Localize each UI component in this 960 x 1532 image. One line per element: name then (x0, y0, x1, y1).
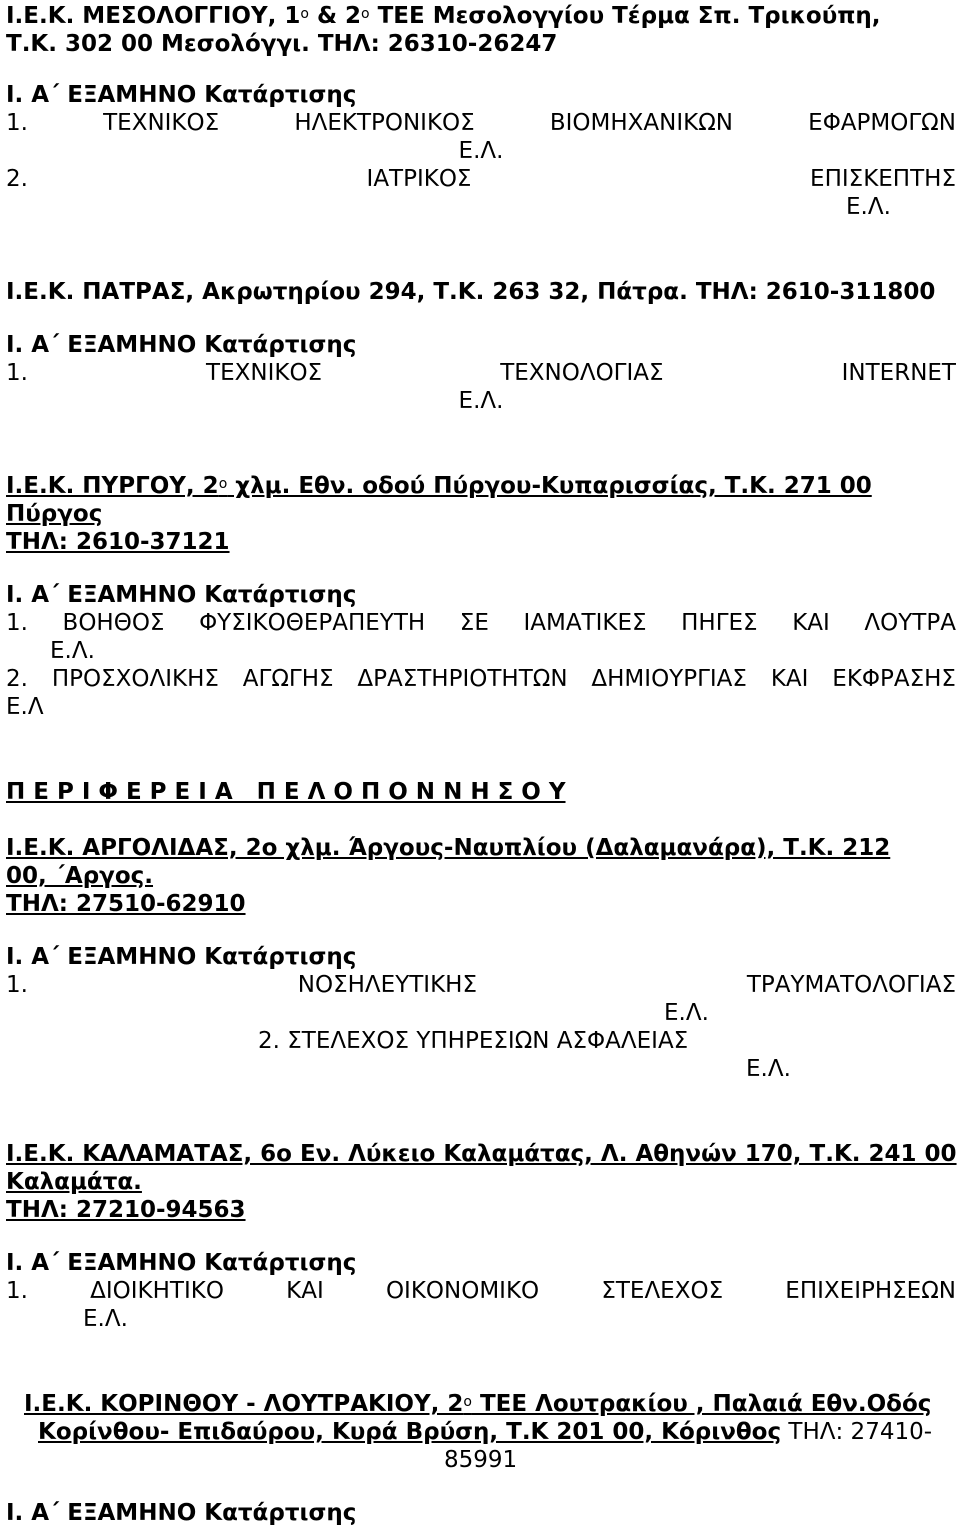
item-word: ΤΕΧΝΙΚΟΣ (206, 360, 323, 386)
item-number: 1. (6, 360, 28, 386)
program-item-1 (6, 609, 956, 637)
item-word: ΙΑΜΑΤΙΚΕΣ (523, 610, 647, 636)
region-heading: Π Ε Ρ Ι Φ Ε Ρ Ε Ι Α Π Ε Λ Ο Π Ο Ν Ν Η Σ Ο Υ (6, 779, 566, 805)
semester-heading: Ι. Α΄ ΕΞΑΜΗΝΟ Κατάρτισης (6, 332, 357, 358)
item-word: ΙΑΤΡΙΚΟΣ (366, 166, 472, 192)
iek-pyrgos-header-line1 (6, 472, 956, 500)
header-text: χλμ. Εθν. οδού Πύργου-Κυπαρισσίας, Τ.Κ. 271 00 (227, 473, 872, 499)
item-number: 2. (6, 166, 28, 192)
phone-label: ΤΗΛ: 27410- (781, 1419, 933, 1445)
program-level: Ε.Λ. (83, 1306, 128, 1332)
item-word: INTERNET (841, 360, 956, 386)
iek-kalamata-phone: ΤΗΛ: 27210-94563 (6, 1197, 246, 1223)
iek-pyrgos-header-line2: Πύργος (6, 501, 103, 527)
superscript: ο (218, 476, 228, 492)
program-level: Ε.Λ. (746, 1056, 791, 1082)
item-word: ΔΡΑΣΤΗΡΙΟΤΗΤΩΝ (357, 666, 568, 692)
iek-mesolongi-header-line1 (6, 2, 956, 30)
item-word: ΤΕΧΝΙΚΟΣ (103, 110, 220, 136)
iek-argolida-phone: ΤΗΛ: 27510-62910 (6, 891, 246, 917)
superscript: ο (463, 1394, 472, 1410)
iek-mesolongi-header-line2: Τ.Κ. 302 00 Μεσολόγγι. ΤΗΛ: 26310-26247 (6, 31, 558, 57)
header-text: Ι.Ε.Κ. ΠΥΡΓΟΥ, 2 (6, 473, 219, 499)
program-item-2 (6, 665, 956, 693)
iek-kalamata-header-line2: Καλαμάτα. (6, 1169, 142, 1195)
semester-heading: Ι. Α΄ ΕΞΑΜΗΝΟ Κατάρτισης (6, 944, 357, 970)
iek-korinthos-header-line2 (6, 1418, 956, 1446)
item-number: 1. (6, 110, 28, 136)
item-word: ΤΡΑΥΜΑΤΟΛΟΓΙΑΣ (746, 972, 956, 998)
header-text: ΤΕΕ Μεσολογγίου Τέρμα Σπ. Τρικούπη, (369, 3, 881, 29)
header-text: & 2 (308, 3, 362, 29)
iek-patras-header: Ι.Ε.Κ. ΠΑΤΡΑΣ, Ακρωτηρίου 294, Τ.Κ. 263 32, Πάτρα. ΤΗΛ: 2610-311800 (6, 279, 936, 305)
program-level: Ε.Λ (6, 694, 44, 720)
semester-heading: Ι. Α΄ ΕΞΑΜΗΝΟ Κατάρτισης (6, 1250, 357, 1276)
item-word: ΝΟΣΗΛΕΥΤΙΚΗΣ (297, 972, 477, 998)
item-word: ΠΡΟΣΧΟΛΙΚΗΣ (51, 666, 219, 692)
header-text: Ι.Ε.Κ. ΜΕΣΟΛΟΓΓΙΟΥ, 1 (6, 3, 301, 29)
item-word: ΗΛΕΚΤΡΟΝΙΚΟΣ (294, 110, 475, 136)
iek-pyrgos-phone: ΤΗΛ: 2610-37121 (6, 529, 230, 555)
item-number: 1. (6, 610, 28, 636)
item-word: ΚΑΙ (770, 666, 809, 692)
semester-heading: Ι. Α΄ ΕΞΑΜΗΝΟ Κατάρτισης (6, 1500, 357, 1526)
program-level: Ε.Λ. (846, 194, 891, 220)
header-text: Κορίνθου- Επιδαύρου, Κυρά Βρύση, Τ.Κ 201 00, Κόρινθος (38, 1419, 782, 1445)
item-word: ΣΕ (459, 610, 489, 636)
program-level: Ε.Λ. (458, 138, 504, 164)
program-level: Ε.Λ. (664, 1000, 709, 1026)
item-word: ΕΠΙΧΕΙΡΗΣΕΩΝ (785, 1278, 956, 1304)
iek-kalamata-header-line1: Ι.Ε.Κ. ΚΑΛΑΜΑΤΑΣ, 6ο Εν. Λύκειο Καλαμάτας, Λ. Αθηνών 170, Τ.Κ. 241 00 (6, 1141, 957, 1167)
item-word: ΚΑΙ (286, 1278, 324, 1304)
iek-argolida-header-line2: 00, ΄Αργος. (6, 863, 154, 889)
item-word: ΤΕΧΝΟΛΟΓΙΑΣ (500, 360, 664, 386)
semester-heading: Ι. Α΄ ΕΞΑΜΗΝΟ Κατάρτισης (6, 582, 357, 608)
program-item-2: 2. ΣΤΕΛΕΧΟΣ ΥΠΗΡΕΣΙΩΝ ΑΣΦΑΛΕΙΑΣ (258, 1028, 689, 1054)
item-word: ΑΓΩΓΗΣ (242, 666, 334, 692)
item-number: 1. (6, 1278, 28, 1304)
item-word: ΚΑΙ (792, 610, 830, 636)
item-word: ΣΤΕΛΕΧΟΣ (601, 1278, 724, 1304)
iek-argolida-header-line1: Ι.Ε.Κ. ΑΡΓΟΛΙΔΑΣ, 2ο χλμ. Άργους-Ναυπλίου (Δαλαμανάρα), Τ.Κ. 212 (6, 835, 891, 861)
semester-heading: Ι. Α΄ ΕΞΑΜΗΝΟ Κατάρτισης (6, 82, 357, 108)
item-number: 2. (6, 666, 28, 692)
program-item-1 (6, 109, 956, 137)
iek-korinthos-phone-end: 85991 (444, 1447, 518, 1473)
item-word: ΔΗΜΙΟΥΡΓΙΑΣ (591, 666, 747, 692)
program-item-2 (6, 165, 956, 193)
item-word: ΦΥΣΙΚΟΘΕΡΑΠΕΥΤΗ (199, 610, 426, 636)
item-word: ΒΟΗΘΟΣ (62, 610, 165, 636)
item-word: ΕΚΦΡΑΣΗΣ (832, 666, 956, 692)
item-word: ΒΙΟΜΗΧΑΝΙΚΩΝ (549, 110, 733, 136)
superscript: ο (300, 6, 309, 22)
header-text: ΤΕΕ Λουτρακίου , Παλαιά Εθν.Οδός (471, 1391, 932, 1417)
item-word: ΕΠΙΣΚΕΠΤΗΣ (810, 166, 956, 192)
item-word: ΛΟΥΤΡΑ (864, 610, 956, 636)
item-number: 1. (6, 972, 28, 998)
item-word: ΕΦΑΡΜΟΓΩΝ (808, 110, 956, 136)
iek-korinthos-header-line1 (6, 1390, 956, 1418)
superscript: ο (361, 6, 370, 22)
program-level: Ε.Λ. (458, 388, 504, 414)
item-word: ΠΗΓΕΣ (681, 610, 758, 636)
program-item-1 (6, 971, 956, 999)
program-item-1 (6, 1277, 956, 1305)
item-word: ΟΙΚΟΝΟΜΙΚΟ (385, 1278, 540, 1304)
item-word: ΔΙΟΙΚΗΤΙΚΟ (90, 1278, 224, 1304)
header-text: Ι.Ε.Κ. ΚΟΡΙΝΘΟΥ - ΛΟΥΤΡΑΚΙΟΥ, 2 (24, 1391, 464, 1417)
program-item-1 (6, 359, 956, 387)
program-level: Ε.Λ. (50, 638, 95, 664)
